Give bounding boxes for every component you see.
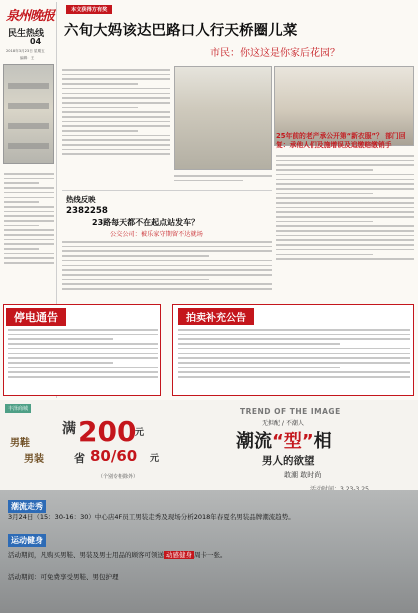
masthead-logo: 泉州晚报 [6, 9, 55, 24]
hotline-number: 2382258 [66, 206, 108, 216]
ad-trend-tag: 无担配 / 不潮人 [262, 420, 304, 427]
main-headline: 六旬大妈该达巴路口人行天桥圈儿菜 [64, 23, 298, 39]
auction-title: 拍卖补充公告 [178, 308, 254, 325]
ad-sport-highlight: 动感健身 [166, 551, 192, 559]
ad-sport-text-2: 活动期间：可免费享受男鞋、男包护理 [8, 573, 119, 581]
sidebar-headline: 25年前的老产承公开第“新衣服”？ 部门回复：承他人们及施增误及追缴赔缴销手 [276, 132, 406, 149]
ad-men-shoes: 男鞋 [10, 438, 30, 449]
page-number: 04 [30, 37, 42, 46]
left-column-text [4, 170, 54, 298]
auction-body [178, 326, 410, 392]
ad-sport-text-a: 活动期间，凡购买男鞋、男装及男士用品的顾客可领送 [8, 551, 164, 559]
ad-show-text: 3月24日（15：30-16：30）中心店4F员工男装走秀及现场分析2018年春夏名男装品牌潮流趋势。 [8, 513, 295, 521]
section-divider [62, 190, 272, 191]
ad-desire: 男人的欲望 [262, 455, 315, 467]
power-outage-title: 停电通告 [6, 308, 66, 326]
ad-note: （个别专柜除外） [98, 474, 139, 480]
main-story-body [62, 66, 170, 188]
column-tag: 本文获得方有奖 [66, 5, 112, 14]
ad-trend-title [236, 427, 332, 453]
ad-dare: 敢潮 敢时尚 [284, 471, 322, 479]
ad-trend-title-b: “型” [272, 431, 314, 452]
ad-trend-title-a: 潮流 [236, 431, 272, 452]
ad-amount-80-60: 80/60 [90, 447, 138, 465]
ad-sport-label: 运动健身 [8, 534, 46, 547]
ad-amount-200: 200 [78, 415, 137, 448]
photo-caption [174, 172, 272, 192]
ad-sport-text-b: 周卡一张。 [194, 551, 227, 559]
bus-sub-headline: 公交公司：被乐家守期留不达就场 [110, 231, 203, 238]
left-photo [3, 64, 54, 164]
hotline-label: 热线反映 [66, 195, 96, 204]
ad-trend-title-c: 相 [313, 431, 332, 452]
ad-yuan-1: 元 [135, 428, 145, 438]
sidebar-story-body [276, 152, 414, 300]
ad-trend-english: TREND OF THE IMAGE [240, 407, 341, 416]
section-name: 民生热线 [8, 29, 45, 39]
editor-line: 编辑：王 [20, 56, 35, 60]
ad-show-label: 潮流走秀 [8, 500, 46, 513]
ad-sport-text [8, 550, 413, 561]
bus-story-body [62, 238, 272, 300]
ad-sheng-label: 省 [74, 452, 85, 465]
ad-yuan-2: 元 [150, 454, 160, 464]
power-outage-body [8, 326, 158, 392]
ad-man-label: 满 [62, 421, 76, 437]
sub-headline: 市民：你这这是你家后花园？ [210, 48, 340, 59]
ad-logo: 丰泽商城 [5, 404, 31, 413]
main-photo [174, 66, 272, 170]
ad-men-wear: 男装 [24, 454, 44, 465]
bus-headline: 23路每天都不在起点站发车？ [92, 218, 200, 227]
date-line: 2018年3月23日 星期五 [6, 49, 45, 53]
